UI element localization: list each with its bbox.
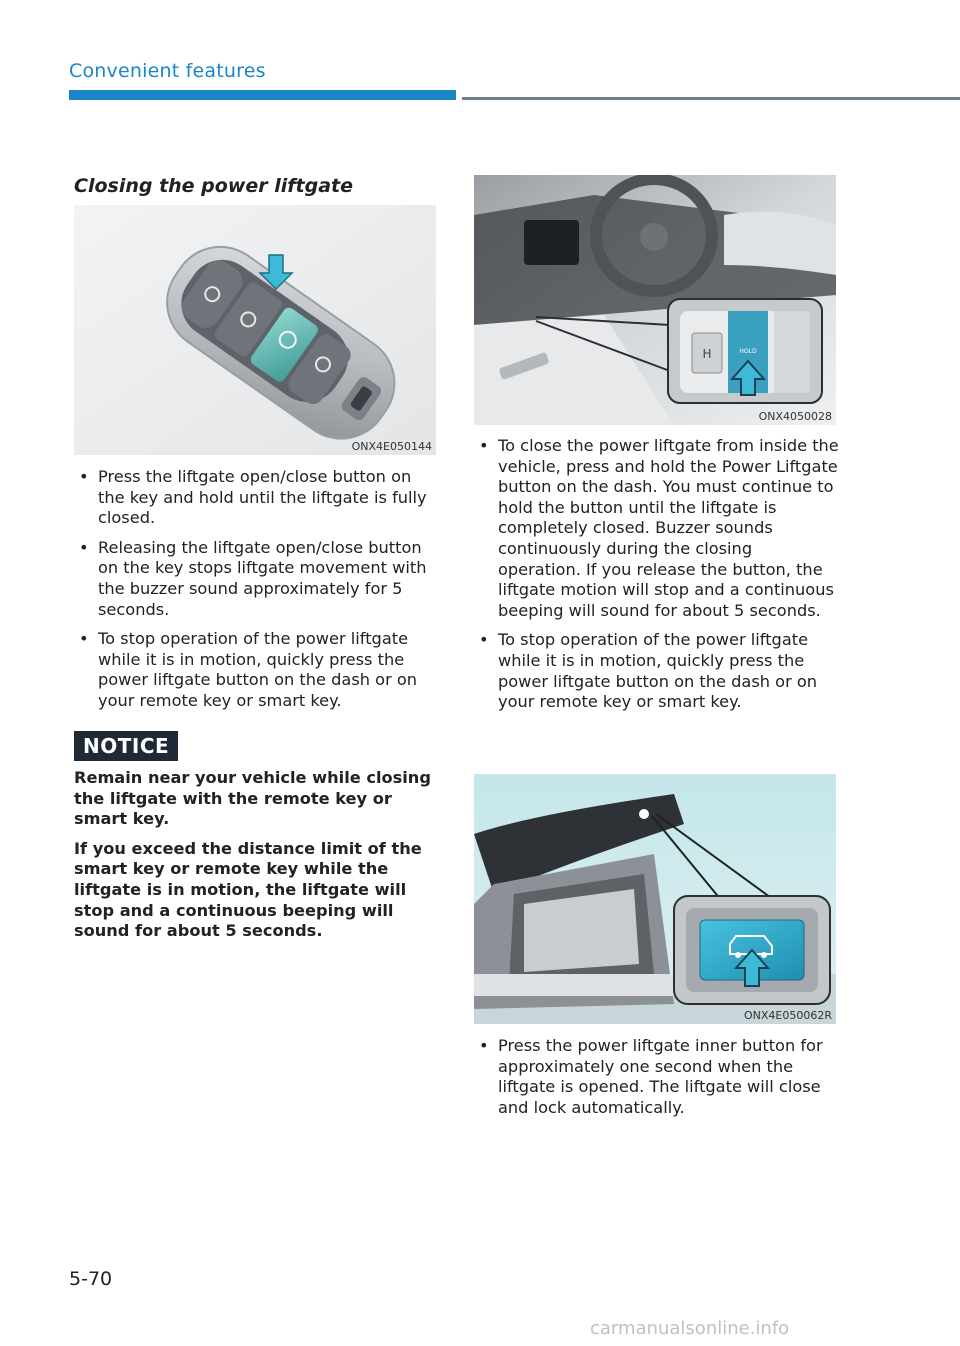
key-fob-figure: [74, 205, 436, 455]
right-bullet-list: [474, 436, 840, 722]
list-item: • To stop operation of the power liftgate while it is in motion, quickly press the power liftgate button on the dash or on your remote key or smart key.: [74, 629, 440, 711]
notice-label: NOTICE: [74, 731, 178, 761]
section-title: Closing the power liftgate: [74, 175, 354, 197]
figure-code: ONX4050028: [758, 410, 832, 423]
notice-paragraph: If you exceed the distance limit of the smart key or remote key while the liftgate is in motion, the liftgate will stop and a continuous beeping will sound for about 5 seconds.: [74, 838, 422, 941]
left-bullet-list: [74, 467, 440, 721]
list-item: • To close the power liftgate from inside the vehicle, press and hold the Power Liftgate button on the dash. You must continue to hold the button until the liftgate is completely closed. Buzzer sounds continuously during the closing operation. If you release the button, the liftgate motion will stop and a continuous beeping will sound for about 5 seconds.: [474, 436, 840, 621]
list-item: • Press the power liftgate inner button for approximately one second when the liftgate is opened. The liftgate will close and lock automatically.: [474, 1036, 840, 1118]
notice-paragraph: Remain near your vehicle while closing the liftgate with the remote key or smart key.: [74, 768, 431, 829]
dash-interior-illustration: [474, 175, 836, 425]
header-section-title: Convenient features: [69, 60, 266, 82]
list-item: • Press the liftgate open/close button on the key and hold until the liftgate is fully closed.: [74, 467, 440, 529]
header-rule-gray: [462, 97, 960, 100]
header-rule-blue: [69, 90, 456, 100]
list-item: • To stop operation of the power liftgate while it is in motion, quickly press the power liftgate button on the dash or on your remote key or smart key.: [474, 630, 840, 712]
hold-label: HOLD: [739, 348, 757, 355]
dash-button-figure: [474, 175, 836, 425]
figure-code: ONX4E050062R: [743, 1009, 832, 1022]
list-item: • Releasing the liftgate open/close button on the key stops liftgate movement with the buzzer sound approximately for 5 seconds.: [74, 538, 440, 620]
bottom-bullet-list: [474, 1036, 840, 1127]
liftgate-illustration: [474, 774, 836, 1024]
notice-text: [74, 768, 436, 951]
watermark: carmanualsonline.info: [590, 1318, 790, 1339]
liftgate-inner-figure: [474, 774, 836, 1024]
svg-text:H: H: [702, 347, 712, 361]
page-number: 5-70: [69, 1268, 113, 1290]
figure-code: ONX4E050144: [351, 440, 432, 453]
key-fob-illustration: [74, 205, 436, 455]
